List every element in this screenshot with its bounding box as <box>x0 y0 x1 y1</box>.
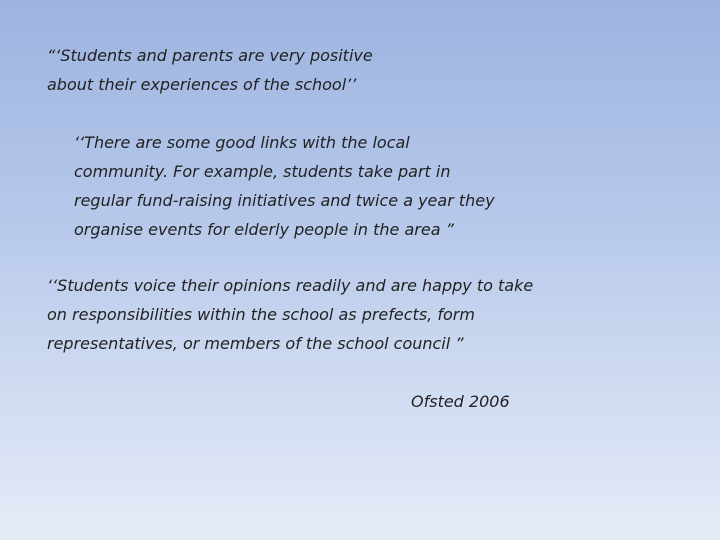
quote-line: ‘‘Students voice their opinions readily and are happy to take <box>47 276 534 295</box>
quote-student-voice <box>47 271 533 358</box>
quote-line: on responsibilities within the school as prefects, form <box>47 305 475 324</box>
quote-line: community. For example, students take part in <box>74 162 451 181</box>
attribution: Ofsted 2006 <box>411 392 510 411</box>
quote-line: about their experiences of the school’’ <box>47 75 357 94</box>
quote-line: representatives, or members of the school council ” <box>47 334 464 353</box>
quote-community-links <box>74 128 495 244</box>
quote-line: regular fund-raising initiatives and twice a year they <box>74 191 495 210</box>
quote-line: organise events for elderly people in the area ” <box>74 220 454 239</box>
quote-line: “‘Students and parents are very positive <box>47 46 373 65</box>
quote-parents-positive <box>47 41 373 99</box>
quote-line: ‘‘There are some good links with the local <box>74 133 410 152</box>
